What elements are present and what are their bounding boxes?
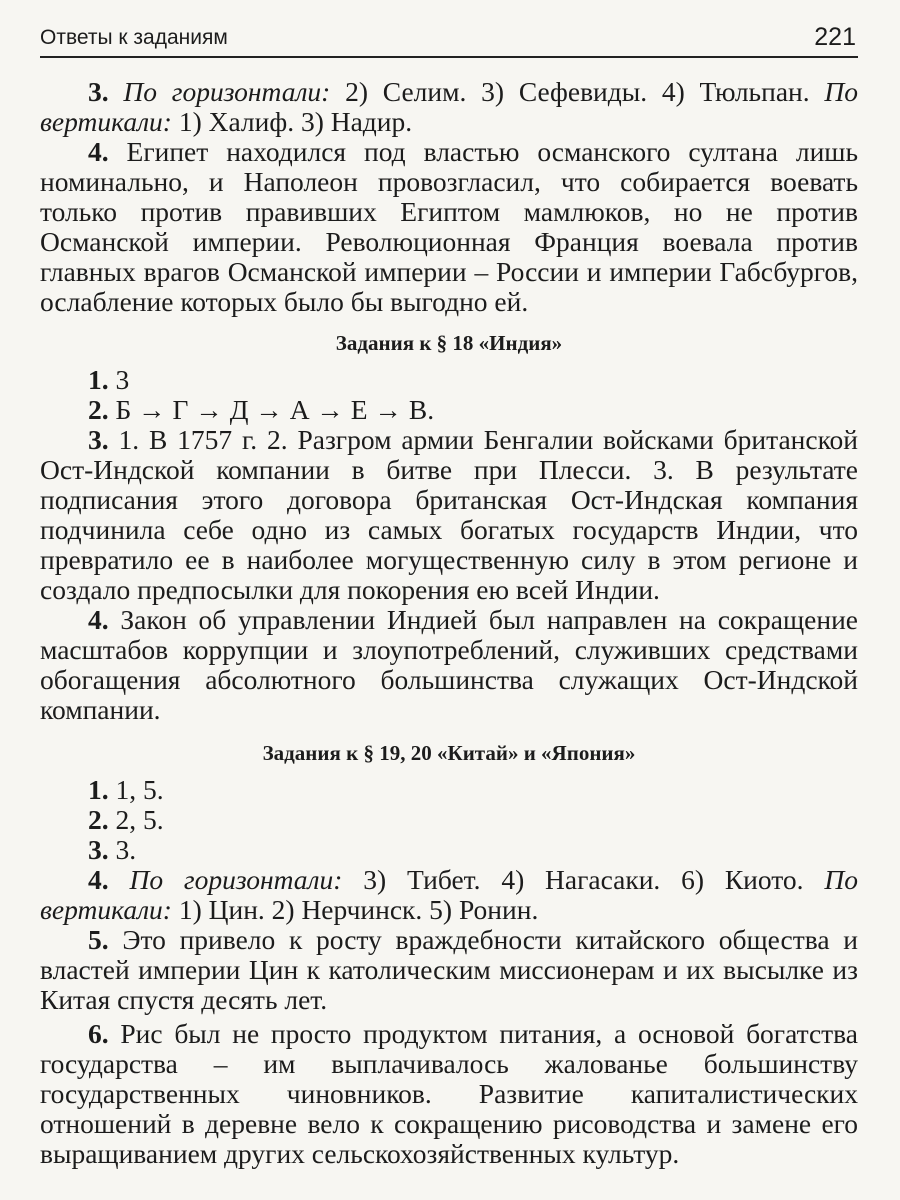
answer-1-china <box>40 775 858 805</box>
section-heading-china-japan: Задания к § 19, 20 «Китай» и «Япония» <box>262 741 636 765</box>
answer-3-india <box>40 425 858 605</box>
section-heading-india: Задания к § 18 «Индия» <box>335 331 563 355</box>
answer-text: Египет находился под властью османского султана лишь номинально, и Наполеон провозгласил, что собирается воевать только против правивших Египтом мамлюков, но не против Османской империи. Революционная Франция воевала против главных врагов Османской империи – России и империи Габсбургов, ослабление которых было бы выгодно ей. <box>40 136 858 317</box>
answer-number: 6. <box>88 1018 109 1049</box>
answer-6-china <box>40 1019 858 1169</box>
answer-text: 1, 5. <box>108 774 164 805</box>
answer-3-ottoman <box>40 77 858 137</box>
answer-text: 3. <box>108 834 137 865</box>
header-title: Ответы к заданиям <box>40 26 228 49</box>
answer-text: 3 <box>108 364 130 395</box>
answer-number: 1. <box>88 774 109 805</box>
answer-number: 5. <box>88 924 109 955</box>
page-number: 221 <box>814 23 856 51</box>
answer-number: 1. <box>88 364 109 395</box>
label-horizontal: По горизонтали: <box>129 864 343 895</box>
answer-text: 3) Тибет. 4) Нагасаки. 6) Киото. <box>342 864 825 895</box>
answer-3-china <box>40 835 858 865</box>
answer-text: 1) Халиф. 3) Надир. <box>171 106 413 137</box>
label-horizontal: По горизонтали: <box>123 76 331 107</box>
answer-text: Б → Г → Д → А → Е → В. <box>108 394 435 425</box>
answer-text: Рис был не просто продуктом питания, а основой богатства государства – им выплачивалось жалованье большинству государственных чиновников. Развитие капиталистических отношений в деревне вело к сокращению рисоводства и замене его выращиванием других сельскохозяйственных культур. <box>40 1018 858 1169</box>
answer-number: 4. <box>88 604 109 635</box>
label-vertical: По вертикали: <box>40 864 858 925</box>
answer-number: 2. <box>88 394 109 425</box>
answer-2-china <box>40 805 858 835</box>
answer-text: 2, 5. <box>108 804 164 835</box>
page-body <box>40 58 858 1169</box>
answer-text: Это привело к росту враждебности китайского общества и властей империи Цин к католическим миссионерам и их высылке из Китая спустя десять лет. <box>40 924 858 1015</box>
answer-number: 2. <box>88 804 109 835</box>
answer-1-india <box>40 365 858 395</box>
answer-4-india <box>40 605 858 725</box>
answer-4-china <box>40 865 858 925</box>
answer-text: 2) Селим. 3) Сефевиды. 4) Тюльпан. <box>330 76 825 107</box>
answer-number: 3. <box>88 76 109 107</box>
answer-number: 3. <box>88 424 109 455</box>
answer-text: Закон об управлении Индией был направлен на сокращение масштабов коррупции и злоупотреблений, служивших средствами обогащения абсолютного большинства служащих Ост-Индской компании. <box>40 604 858 725</box>
answer-number: 4. <box>88 864 109 895</box>
answer-number: 4. <box>88 136 109 167</box>
answer-number: 3. <box>88 834 109 865</box>
answer-5-china <box>40 925 858 1015</box>
answer-4-ottoman <box>40 137 858 317</box>
answer-text: 1) Цин. 2) Нерчинск. 5) Ронин. <box>171 894 539 925</box>
running-header <box>40 0 858 58</box>
label-vertical: По вертикали: <box>40 76 858 137</box>
answer-text: 1. В 1757 г. 2. Разгром армии Бенгалии войсками британской Ост-Индской компании в битве при Плесси. 3. В результате подписания этого договора британская Ост-Индская компания подчинила себе одно из самых богатых государств Индии, что превратило ее в наиболее могущественную силу в этом регионе и создало предпосылки для покорения ею всей Индии. <box>40 424 858 605</box>
answer-2-india <box>40 395 858 425</box>
